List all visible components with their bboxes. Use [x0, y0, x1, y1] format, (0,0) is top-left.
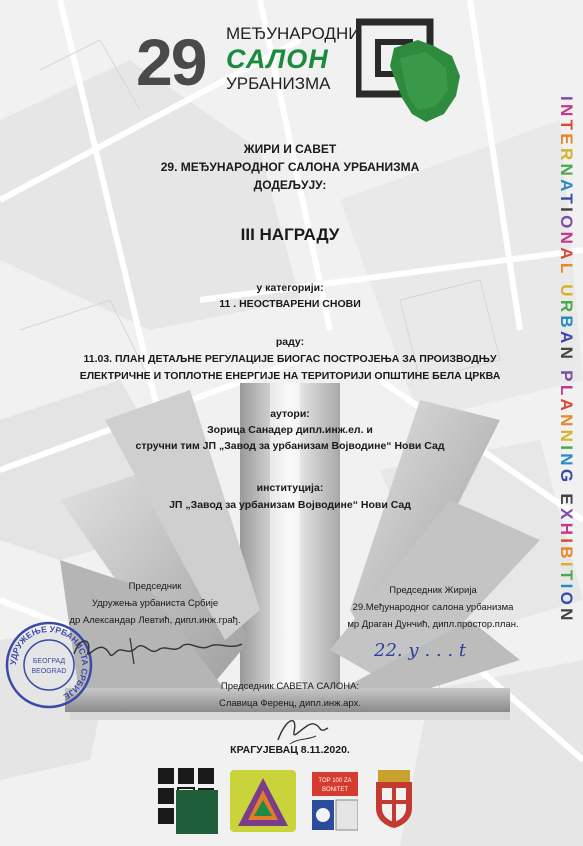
left-signatory-org: Удружења урбаниста Србије — [91, 598, 219, 609]
category-value: 11 . НЕОСТВАРЕНИ СНОВИ — [219, 298, 361, 310]
work-line2: ЕЛЕКТРИЧНЕ И ТОПЛОТНЕ ЕНЕРГИЈЕ НА ТЕРИТОРИЈИ ОПШТИНЕ БЕЛА ЦРКВА — [79, 370, 501, 382]
salon-title-logo — [226, 24, 361, 94]
badge-line1: TOP 100 ZA — [318, 778, 352, 784]
institution-label: институција: — [256, 482, 324, 494]
authors-line2: стручни тим ЈП „Завод за урбанизам Војводине“ Нови Сад — [135, 440, 445, 452]
work-block — [40, 334, 540, 385]
institution-value: ЈП „Завод за урбанизам Војводине“ Нови Сад — [169, 499, 411, 511]
salon-title-line1: МЕЂУНАРОДНИ — [226, 24, 361, 43]
salon-title-line2: САЛОН — [226, 44, 329, 74]
salon-number: 29 — [136, 25, 206, 99]
certification-badges-icon — [312, 772, 358, 832]
intro-line1: ЖИРИ И САВЕТ — [243, 142, 337, 156]
center-signatory-role: Председник САВЕТА САЛОНА: — [220, 681, 360, 692]
right-signatory-name: мр Драган Дунчић, дипл.простор.план. — [347, 619, 519, 630]
coat-of-arms-icon — [372, 768, 416, 830]
right-signature-text: 22. у . . . t — [374, 640, 467, 661]
left-signature — [70, 630, 250, 670]
vertical-exhibition-title — [543, 96, 583, 736]
green-square-logo-icon — [176, 790, 218, 834]
institution-block — [60, 480, 520, 514]
authors-label: аутори: — [270, 408, 310, 420]
center-signatory — [175, 678, 405, 712]
center-signature — [272, 710, 332, 748]
stamp-center-line2: BEOGRAD — [31, 668, 67, 675]
right-signatory-role: Председник Жирија — [389, 585, 477, 596]
authors-block — [60, 406, 520, 454]
place-date: КРАГУЈЕВАЦ 8.11.2020. — [230, 744, 350, 756]
left-signatory-role: Председник — [128, 581, 182, 592]
intro-block — [60, 140, 520, 194]
salon-title-line3: УРБАНИЗМА — [226, 74, 331, 93]
center-signatory-name: Славица Ференц, дипл.инж.арх. — [218, 698, 362, 709]
salon-map-logo-icon — [356, 18, 466, 126]
category-label: у категорији: — [256, 282, 324, 294]
salon-number-logo — [136, 25, 216, 99]
right-signatory — [318, 582, 548, 633]
stamp-center-line1: БЕОГРАД — [32, 658, 66, 665]
triangle-logo-icon — [230, 770, 296, 832]
badge-line2: BONITET — [321, 787, 349, 793]
intro-line2: 29. МЕЂУНАРОДНОГ САЛОНА УРБАНИЗМА — [160, 160, 420, 174]
work-line1: 11.03. ПЛАН ДЕТАЉНЕ РЕГУЛАЦИЈЕ БИОГАС ПОСТРОЈЕЊА ЗА ПРОИЗВОДЊУ — [83, 353, 497, 365]
vertical-exhibition-text: INTERNATIONAL URBAN PLANNING EXHIBITION — [557, 96, 576, 624]
left-signatory-name: др Александар Левтић, дипл.инж.грађ. — [69, 615, 241, 626]
intro-line3: ДОДЕЉУЈУ: — [253, 178, 327, 192]
authors-line1: Зорица Санадер дипл.инж.ел. и — [207, 424, 373, 436]
right-signature — [370, 632, 510, 666]
award-title: III НАГРАДУ — [240, 225, 340, 244]
right-signatory-org: 29.Међународног салона урбанизма — [352, 602, 514, 613]
stamp-ring-text: УДРУЖЕЊЕ УРБАНИСТА СРБИЈЕ — [7, 623, 91, 702]
category-block — [60, 280, 520, 312]
work-label: раду: — [275, 336, 305, 348]
